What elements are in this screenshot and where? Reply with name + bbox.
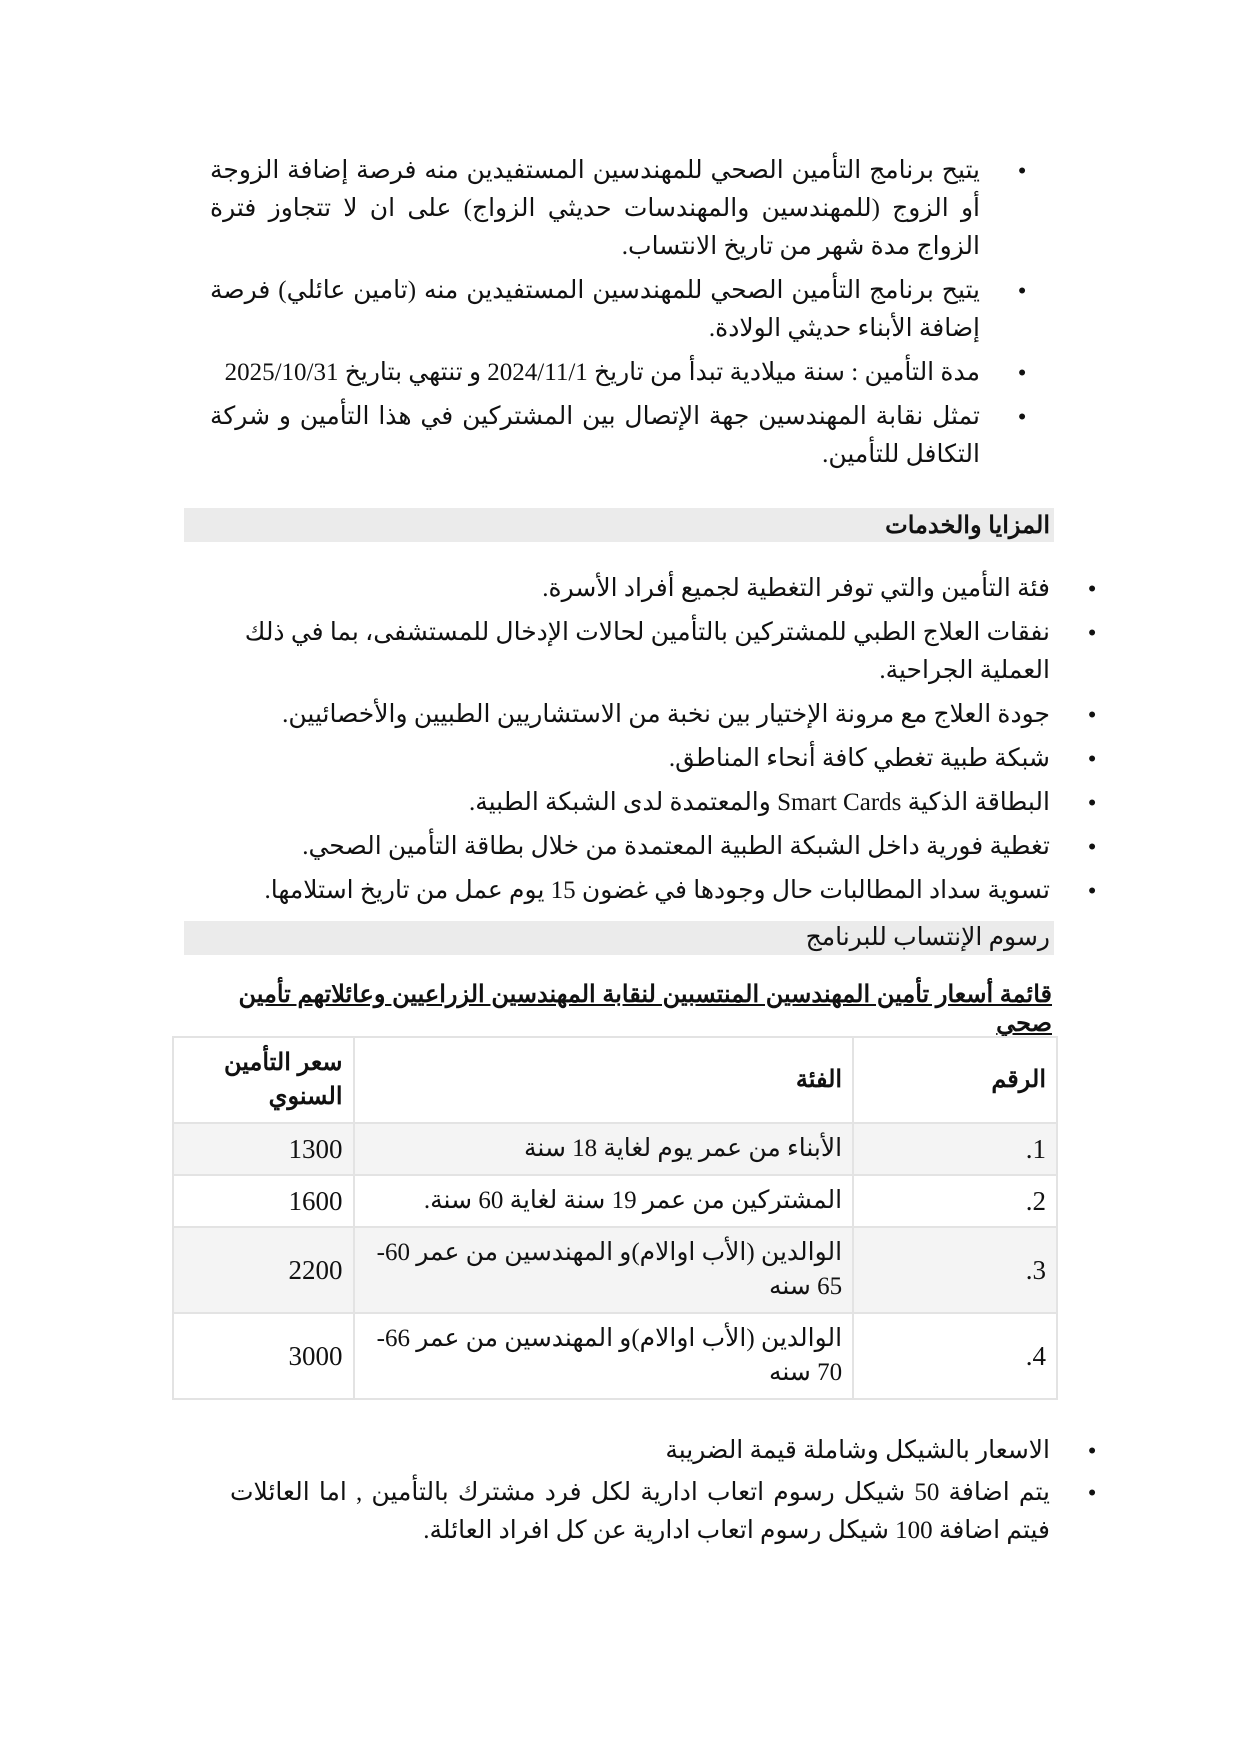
- list-item: • تغطية فورية داخل الشبكة الطبية المعتمدة من خلال بطاقة التأمين الصحي.: [210, 828, 1050, 866]
- cell-number: 4.: [853, 1313, 1057, 1399]
- cell-number: 3.: [853, 1227, 1057, 1313]
- cell-category: الأبناء من عمر يوم لغاية 18 سنة: [354, 1123, 854, 1175]
- fees-heading-bar: [184, 921, 1054, 955]
- list-item: • البطاقة الذكية Smart Cards والمعتمدة لدى الشبكة الطبية.: [210, 784, 1050, 822]
- table-row: [173, 1227, 1057, 1313]
- header-number: الرقم: [853, 1037, 1057, 1123]
- intro-list: [210, 152, 980, 480]
- cell-number: 1.: [853, 1123, 1057, 1175]
- cell-price: 1600: [173, 1175, 354, 1227]
- cell-category: الوالدين (الأب اوالام)و المهندسين من عمر 66-70 سنه: [354, 1313, 854, 1399]
- cell-category: الوالدين (الأب اوالام)و المهندسين من عمر 60-65 سنه: [354, 1227, 854, 1313]
- list-item: • فئة التأمين والتي توفر التغطية لجميع أفراد الأسرة.: [210, 570, 1050, 608]
- list-item: • شبكة طبية تغطي كافة أنحاء المناطق.: [210, 740, 1050, 778]
- cell-number: 2.: [853, 1175, 1057, 1227]
- cell-price: 3000: [173, 1313, 354, 1399]
- cell-category: المشتركين من عمر 19 سنة لغاية 60 سنة.: [354, 1175, 854, 1227]
- list-item: • تمثل نقابة المهندسين جهة الإتصال بين المشتركين في هذا التأمين و شركة التكافل للتأمين.: [210, 398, 980, 474]
- cell-price: 1300: [173, 1123, 354, 1175]
- list-item: • مدة التأمين : سنة ميلادية تبدأ من تاريخ 2024/11/1 و تنتهي بتاريخ 2025/10/31: [210, 354, 980, 392]
- services-heading-bar: [184, 508, 1054, 542]
- cell-price: 2200: [173, 1227, 354, 1313]
- list-item: • يتيح برنامج التأمين الصحي للمهندسين المستفيدين منه فرصة إضافة الزوجة أو الزوج (للمهندسين والمهندسات حديثي الزواج) على ان لا تتجاوز فترة الزواج مدة شهر من تاريخ الانتساب.: [210, 152, 980, 266]
- fees-heading: رسوم الإنتساب للبرنامج: [805, 924, 1050, 951]
- notes-list: [230, 1432, 1050, 1554]
- table-row: [173, 1313, 1057, 1399]
- header-price: سعر التأمين السنوي: [173, 1037, 354, 1123]
- list-item: • جودة العلاج مع مرونة الإختيار بين نخبة من الاستشاريين الطبيين والأخصائيين.: [210, 696, 1050, 734]
- price-table: [172, 1036, 1058, 1400]
- table-row: [173, 1175, 1057, 1227]
- list-item: • يتيح برنامج التأمين الصحي للمهندسين المستفيدين منه (تامين عائلي) فرصة إضافة الأبناء حديثي الولادة.: [210, 272, 980, 348]
- list-item: • يتم اضافة 50 شيكل رسوم اتعاب ادارية لكل فرد مشترك بالتأمين , اما العائلات فيتم اضافة 100 شيكل رسوم اتعاب ادارية عن كل افراد العائلة.: [230, 1474, 1050, 1550]
- list-item: • تسوية سداد المطالبات حال وجودها في غضون 15 يوم عمل من تاريخ استلامها.: [210, 872, 1050, 910]
- list-item: • نفقات العلاج الطبي للمشتركين بالتأمين لحالات الإدخال للمستشفى، بما في ذلك العملية الجراحية.: [210, 614, 1050, 690]
- services-list: [210, 570, 1050, 916]
- table-row: [173, 1123, 1057, 1175]
- table-title: قائمة أسعار تأمين المهندسين المنتسبين لنقابة المهندسين الزراعيين وعائلاتهم تأمين صحي: [238, 981, 1052, 1037]
- header-category: الفئة: [354, 1037, 854, 1123]
- services-heading: المزايا والخدمات: [885, 512, 1050, 539]
- table-header-row: [173, 1037, 1057, 1123]
- list-item: • الاسعار بالشيكل وشاملة قيمة الضريبة: [230, 1432, 1050, 1470]
